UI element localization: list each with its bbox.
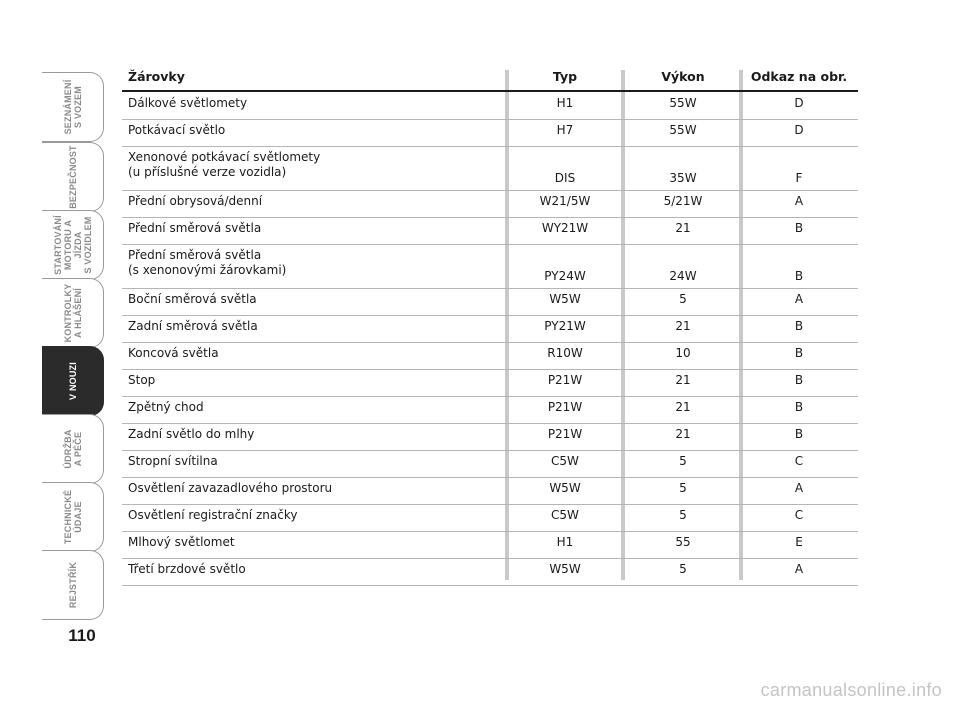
- bulb-name: Osvětlení zavazadlového prostoru: [128, 481, 333, 495]
- chapter-tab-label: SEZNÁMENÍ S VOZEM: [62, 79, 83, 135]
- bulb-figure-ref: B: [794, 346, 804, 360]
- bulb-name: Mlhový světlomet: [128, 535, 235, 549]
- bulb-power: 5: [679, 562, 687, 576]
- table-row: [122, 342, 858, 370]
- bulb-name: Přední směrová světla: [128, 221, 262, 235]
- bulb-figure-ref: B: [794, 269, 804, 283]
- table-row: [122, 369, 858, 397]
- bulb-type: H1: [556, 535, 574, 549]
- bulb-power: 5: [679, 292, 687, 306]
- chapter-tab-label: ÚDRŽBA A PÉČE: [62, 429, 83, 469]
- bulb-type: P21W: [547, 373, 583, 387]
- bulb-name: Zadní směrová světla: [128, 319, 258, 333]
- bulb-power: 55: [675, 535, 691, 549]
- bulb-type: W21/5W: [539, 194, 591, 208]
- bulb-name: Přední obrysová/denní: [128, 194, 263, 208]
- bulb-figure-ref: A: [794, 292, 804, 306]
- table-row: [122, 450, 858, 478]
- table-row: [122, 92, 858, 120]
- table-row: [122, 315, 858, 343]
- bulb-type: PY24W: [544, 269, 586, 283]
- bulb-figure-ref: A: [794, 562, 804, 576]
- table-row: [122, 288, 858, 316]
- bulb-power: 5/21W: [663, 194, 703, 208]
- bulb-name: Třetí brzdové světlo: [128, 562, 246, 576]
- bulb-figure-ref: B: [794, 400, 804, 414]
- bulb-power: 21: [675, 400, 691, 414]
- bulb-type: P21W: [547, 400, 583, 414]
- chapter-tab[interactable]: [42, 142, 104, 212]
- bulb-power: 5: [679, 508, 687, 522]
- bulb-name: Zadní světlo do mlhy: [128, 427, 255, 441]
- bulb-figure-ref: D: [794, 96, 804, 110]
- bulb-figure-ref: B: [794, 319, 804, 333]
- bulb-type: WY21W: [541, 221, 589, 235]
- table-row: [122, 190, 858, 218]
- bulb-figure-ref: A: [794, 194, 804, 208]
- chapter-tab[interactable]: [42, 278, 104, 348]
- watermark: carmanualsonline.info: [760, 680, 942, 700]
- bulb-figure-ref: C: [794, 454, 804, 468]
- chapter-tab-label: REJSTŘÍK: [67, 561, 78, 609]
- bulb-power: 21: [675, 373, 691, 387]
- bulb-type: C5W: [551, 508, 579, 522]
- header-type: Typ: [552, 69, 578, 84]
- table-row: [122, 504, 858, 532]
- bulb-type: R10W: [547, 346, 583, 360]
- chapter-tab[interactable]: [42, 482, 104, 552]
- bulb-name: Boční směrová světla: [128, 292, 257, 306]
- bulb-power: 55W: [669, 123, 697, 137]
- bulb-power: 10: [675, 346, 691, 360]
- bulb-name: Koncová světla: [128, 346, 219, 360]
- chapter-tab[interactable]: [42, 346, 104, 416]
- bulb-power: 55W: [669, 96, 697, 110]
- header-bulbs: Žárovky: [128, 69, 185, 84]
- table-row: [122, 396, 858, 424]
- chapter-tab[interactable]: [42, 210, 104, 280]
- bulb-type: C5W: [551, 454, 579, 468]
- chapter-tab-label: BEZPEČNOST: [67, 145, 78, 209]
- bulb-figure-ref: B: [794, 373, 804, 387]
- bulb-name: Xenonové potkávací světlomety (u příslušné verze vozidla): [128, 150, 321, 179]
- bulb-power: 35W: [669, 171, 697, 185]
- bulb-type: H1: [556, 96, 574, 110]
- table-row: [122, 558, 858, 586]
- bulb-power: 5: [679, 481, 687, 495]
- table-row: [122, 477, 858, 505]
- bulb-name: Osvětlení registrační značky: [128, 508, 298, 522]
- bulb-figure-ref: B: [794, 427, 804, 441]
- bulb-figure-ref: A: [794, 481, 804, 495]
- bulb-name: Zpětný chod: [128, 400, 204, 414]
- bulb-type: PY21W: [544, 319, 586, 333]
- bulb-power: 21: [675, 221, 691, 235]
- table-header: [122, 66, 858, 92]
- bulb-type: DIS: [554, 171, 576, 185]
- bulb-type: W5W: [549, 481, 581, 495]
- bulb-type: W5W: [549, 562, 581, 576]
- bulb-name: Stropní svítilna: [128, 454, 218, 468]
- table-row: [122, 146, 858, 191]
- bulb-power: 24W: [669, 269, 697, 283]
- chapter-tab-label: KONTROLKY A HLÁŠENÍ: [62, 283, 83, 343]
- bulb-figure-ref: C: [794, 508, 804, 522]
- chapter-tab-label: STARTOVÁNÍ MOTORU A JÍZDA S VOZIDLEM: [52, 215, 93, 275]
- page-number: 110: [68, 626, 96, 645]
- bulb-name: Potkávací světlo: [128, 123, 226, 137]
- bulb-name: Dálkové světlomety: [128, 96, 248, 110]
- bulb-type: H7: [556, 123, 574, 137]
- table-row: [122, 119, 858, 147]
- bulb-power: 21: [675, 427, 691, 441]
- bulb-type: W5W: [549, 292, 581, 306]
- bulb-type: P21W: [547, 427, 583, 441]
- chapter-tab[interactable]: [42, 550, 104, 620]
- bulb-figure-ref: F: [795, 171, 803, 185]
- bulb-figure-ref: B: [794, 221, 804, 235]
- table-row: [122, 423, 858, 451]
- table-row: [122, 217, 858, 245]
- bulb-figure-ref: D: [794, 123, 804, 137]
- header-power: Výkon: [661, 69, 705, 84]
- chapter-tab-label: TECHNICKÉ ÚDAJE: [62, 489, 83, 545]
- bulb-name: Přední směrová světla (s xenonovými žárovkami): [128, 248, 287, 277]
- chapter-tab[interactable]: [42, 414, 104, 484]
- bulb-figure-ref: E: [795, 535, 803, 549]
- bulb-power: 5: [679, 454, 687, 468]
- bulb-power: 21: [675, 319, 691, 333]
- table-row: [122, 531, 858, 559]
- bulb-name: Stop: [128, 373, 156, 387]
- header-figure-ref: Odkaz na obr.: [750, 69, 848, 84]
- chapter-tab-label: V NOUZI: [67, 362, 78, 400]
- chapter-tab[interactable]: [42, 72, 104, 142]
- table-row: [122, 244, 858, 289]
